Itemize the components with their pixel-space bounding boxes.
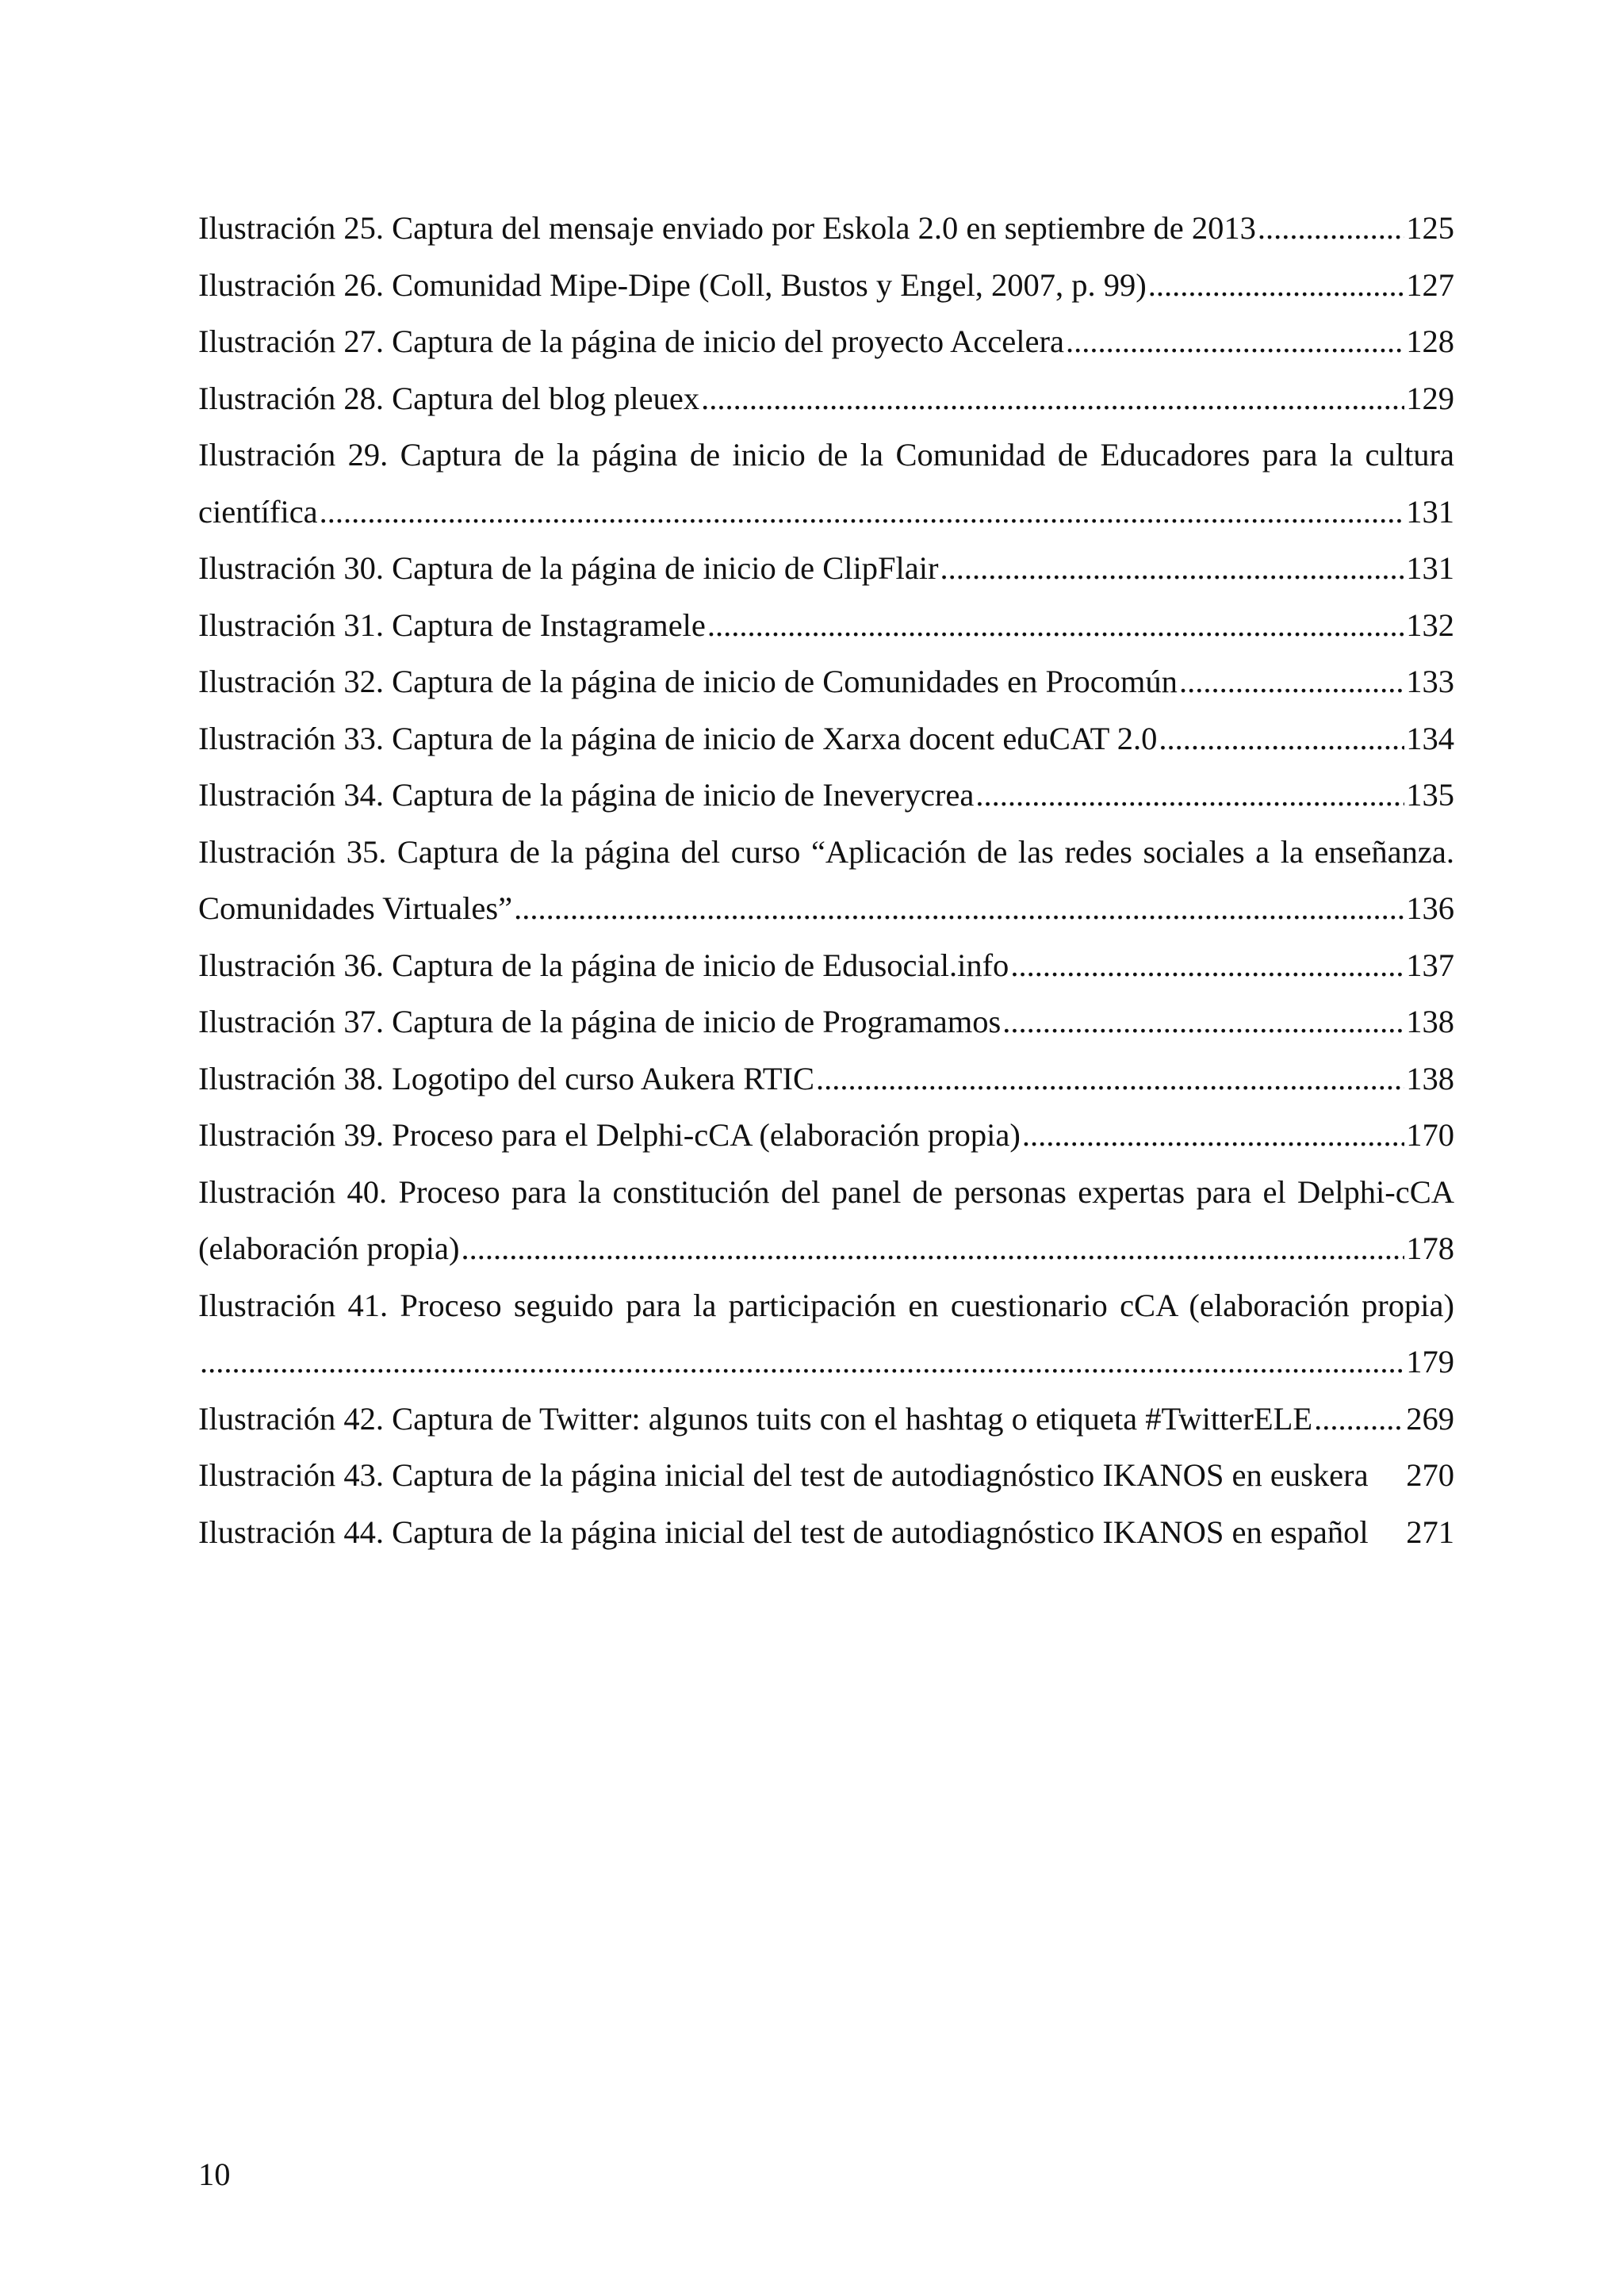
toc-entry-page: 128 [1406, 323, 1454, 359]
toc-entry[interactable] [198, 1050, 1454, 1108]
toc-entry-title: Ilustración 34. Captura de la página de inicio de Ineverycrea [198, 777, 975, 813]
toc-entry-title: Ilustración 37. Captura de la página de inicio de Programamos [198, 1004, 1002, 1039]
toc-entry-page: 127 [1406, 266, 1454, 303]
toc-entry[interactable] [198, 710, 1454, 767]
toc-entry[interactable] [198, 1447, 1454, 1504]
toc-entry-title: Ilustración 38. Logotipo del curso Aukera RTIC [198, 1060, 815, 1096]
toc-leader-dots [1010, 937, 1404, 994]
toc-entry-title: Ilustración 31. Captura de Instagramele [198, 607, 706, 643]
toc-entry-page: 131 [1406, 550, 1454, 586]
toc-entry[interactable] [198, 200, 1454, 257]
toc-entry-title: Ilustración 25. Captura del mensaje enviado por Eskola 2.0 en septiembre de 2013 [198, 210, 1256, 246]
toc-entry-title: Ilustración 32. Captura de la página de inicio de Comunidades en Procomún [198, 664, 1178, 699]
toc-entry[interactable] [198, 1334, 1454, 1391]
toc-entry-title: Ilustración 33. Captura de la página de inicio de Xarxa docent eduCAT 2.0 [198, 720, 1158, 756]
toc-leader-dots [320, 484, 1405, 541]
toc-entry[interactable] [198, 993, 1454, 1050]
toc-leader-dots [1066, 313, 1404, 370]
toc-leader-dots [1258, 200, 1404, 257]
toc-leader-dots [514, 880, 1404, 937]
toc-leader-dots [1314, 1391, 1404, 1448]
toc-entry-page: 132 [1406, 607, 1454, 643]
page-number: 10 [198, 2156, 231, 2192]
toc-entry-title: Ilustración 36. Captura de la página de inicio de Edusocial.info [198, 947, 1009, 983]
toc-entry[interactable] [198, 653, 1454, 710]
toc-entry-page: 138 [1406, 1060, 1454, 1096]
toc-entry-page: 135 [1406, 777, 1454, 813]
toc-entry-page: 131 [1406, 493, 1454, 530]
toc-entry[interactable] [198, 484, 1454, 541]
toc-entry[interactable] [198, 597, 1454, 654]
toc-entry[interactable] [198, 1504, 1454, 1561]
toc-entry-title: (elaboración propia) [198, 1230, 460, 1266]
toc-entry[interactable] [198, 257, 1454, 314]
toc-entry[interactable] [198, 880, 1454, 937]
toc-entry-title: Ilustración 39. Proceso para el Delphi-cCA (elaboración propia) [198, 1117, 1021, 1153]
toc-leader-dots [940, 540, 1405, 597]
table-of-illustrations [198, 200, 1454, 1560]
toc-entry[interactable] [198, 313, 1454, 370]
toc-entry[interactable] [198, 937, 1454, 994]
toc-leader-dots [461, 1220, 1404, 1277]
toc-entry-first-line[interactable]: Ilustración 41. Proceso seguido para la participación en cuestionario cCA (elaboración propia) [198, 1287, 1454, 1323]
toc-entry-page: 133 [1406, 664, 1454, 699]
toc-entry[interactable] [198, 1107, 1454, 1164]
toc-entry[interactable] [198, 370, 1454, 427]
toc-entry-title: científica [198, 493, 318, 530]
toc-entry-first-line[interactable]: Ilustración 29. Captura de la página de inicio de la Comunidad de Educadores para la cultura [198, 437, 1454, 473]
toc-entry-title: Ilustración 42. Captura de Twitter: algunos tuits con el hashtag o etiqueta #TwitterELE [198, 1400, 1313, 1437]
toc-entry[interactable] [198, 1391, 1454, 1448]
toc-entry-page: 138 [1406, 1004, 1454, 1039]
toc-leader-dots [975, 767, 1404, 824]
toc-entry-title: Ilustración 27. Captura de la página de inicio del proyecto Accelera [198, 323, 1064, 359]
toc-leader-dots [707, 597, 1404, 654]
toc-leader-dots [1179, 653, 1404, 710]
toc-entry-title: Ilustración 43. Captura de la página inicial del test de autodiagnóstico IKANOS en euskera [198, 1457, 1369, 1493]
toc-entry-page: 136 [1406, 890, 1454, 926]
toc-entry-first-line[interactable]: Ilustración 35. Captura de la página del curso “Aplicación de las redes sociales a la enseñanza. [198, 833, 1454, 870]
toc-leader-dots [200, 1334, 1404, 1391]
toc-leader-dots [1148, 257, 1404, 314]
toc-entry[interactable] [198, 1220, 1454, 1277]
toc-entry-page: 269 [1406, 1400, 1454, 1437]
toc-leader-dots [1022, 1107, 1404, 1164]
toc-leader-dots [701, 370, 1404, 427]
toc-entry[interactable] [198, 540, 1454, 597]
toc-entry[interactable] [198, 767, 1454, 824]
toc-entry-title: Ilustración 28. Captura del blog pleuex [198, 380, 700, 416]
toc-entry-title: Ilustración 26. Comunidad Mipe-Dipe (Coll, Bustos y Engel, 2007, p. 99) [198, 266, 1147, 303]
toc-entry-page: 179 [1406, 1344, 1454, 1380]
toc-leader-dots [816, 1050, 1404, 1108]
toc-entry-title: Ilustración 44. Captura de la página inicial del test de autodiagnóstico IKANOS en español [198, 1513, 1369, 1550]
toc-entry-page: 178 [1406, 1230, 1454, 1266]
toc-entry-page: 134 [1406, 720, 1454, 756]
toc-leader-dots [1002, 993, 1404, 1050]
toc-entry-page: 271 [1406, 1513, 1454, 1550]
toc-entry-title: Comunidades Virtuales” [198, 890, 513, 926]
toc-entry-page: 129 [1406, 380, 1454, 416]
toc-entry-page: 137 [1406, 947, 1454, 983]
toc-entry-first-line[interactable]: Ilustración 40. Proceso para la constitución del panel de personas expertas para el Delphi-cCA [198, 1173, 1454, 1210]
toc-entry-page: 170 [1406, 1117, 1454, 1153]
toc-entry-title: Ilustración 30. Captura de la página de inicio de ClipFlair [198, 550, 939, 586]
toc-entry-page: 125 [1406, 210, 1454, 246]
toc-entry-page: 270 [1406, 1457, 1454, 1493]
toc-leader-dots [1159, 710, 1404, 767]
